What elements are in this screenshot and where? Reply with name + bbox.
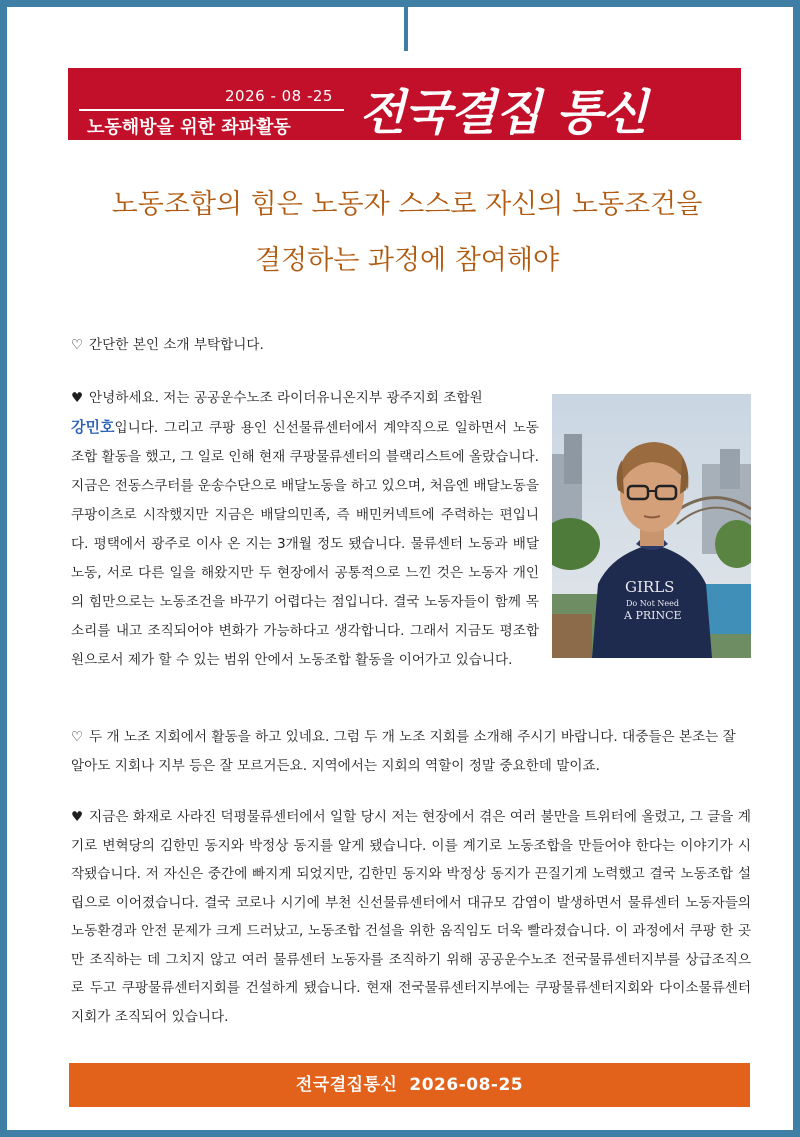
filled-heart-icon: ♥: [71, 809, 84, 825]
question-1-text: 간단한 본인 소개 부탁합니다.: [89, 337, 264, 353]
answer-1-body: 입니다. 그리고 쿠팡 용인 신선물류센터에서 계약직으로 일하면서 노동조합 활동을 했고, 그 일로 인해 현재 쿠팡물류센터의 블랙리스트에 올랐습니다. 지금은 전동스쿠터를 운송수단으로 배달노동을 하고 있으며, 처음엔 배달노동을 쿠팡이츠로 시작했지만 지금은 배달의민족, 즉 배민커넥트에 주력하는 편입니다. 평택에서 광주로 이사 온 지는 3개월 정도 됐습니다. 물류센터 노동과 배달노동, 서로 다른 일을 해왔지만 두 현장에서 공통적으로 느낀 것은 노동자 개인의 힘만으로는 노동조건을 바꾸기 어렵다는 점입니다. 결국 노동자들이 함께 목소리를 내고 조직되어야 변화가 가능하다고 생각합니다. 그래서 지금도 평조합원으로서 제가 할 수 있는 범위 안에서 노동조합 활동을 이어가고 있습니다.: [71, 420, 539, 668]
footer-publication-name: 전국결집통신: [295, 1075, 398, 1095]
question-2-text: 두 개 노조 지회에서 활동을 하고 있네요. 그럼 두 개 노조 지회를 소개해 주시기 바랍니다. 대중들은 본조는 잘 알아도 지회나 지부 등은 잘 모르거든요. 지역에서는 지회의 역할이 정말 중요한데 말이죠.: [71, 729, 736, 774]
masthead-subtitle: 노동해방을 위한 좌파활동: [87, 117, 291, 138]
answer-1-intro: 안녕하세요. 저는 공공운수노조 라이더유니온지부 광주지회 조합원: [89, 390, 483, 406]
question-2: [71, 723, 751, 781]
answer-2-text: 지금은 화재로 사라진 덕평물류센터에서 일할 당시 저는 현장에서 겪은 여러 불만을 트위터에 올렸고, 그 글을 계기로 변혁당의 김한민 동지와 박정상 동지를 알게 됐습니다. 이를 계기로 노동조합을 만들어야 한다는 이야기가 시작됐습니다. 저 자신은 중간에 빠지게 되었지만, 김한민 동지와 박정상 동지가 끈질기게 노력했고 결국 노동조합 설립으로 이어졌습니다. 결국 코로나 시기에 부천 신선물류센터에서 대규모 감염이 발생하면서 물류센터 노동자들의 노동환경과 안전 문제가 크게 드러났고, 노동조합 건설을 위한 움직임도 더욱 빨라졌습니다. 이 과정에서 쿠팡 한 곳만 조직하는 데 그치지 않고 여러 물류센터 노동자를 조직하기 위해 공공운수노조 전국물류센터지부를 상급조직으로 두고 쿠팡물류센터지회를 건설하게 됐습니다. 현재 전국물류센터지부에는 쿠팡물류센터지회와 다이소물류센터지회가 조직되어 있습니다.: [71, 809, 751, 1025]
shirt-text-1: GIRLS: [625, 578, 675, 596]
shirt-text-2: Do Not Need: [626, 599, 679, 608]
outline-heart-icon: ♡: [71, 729, 84, 745]
top-divider-tick: [404, 7, 408, 51]
masthead-title: 전국결집 통신: [359, 85, 647, 141]
footer-date: 2026-08-25: [409, 1075, 524, 1095]
shirt-text-3: A PRINCE: [624, 609, 682, 622]
issue-date: 2026 - 08 -25: [225, 87, 333, 105]
headline-line-1: 노동조합의 힘은 노동자 스스로 자신의 노동조건을: [111, 189, 703, 220]
interviewee-name: 강민호: [71, 418, 115, 436]
filled-heart-icon: ♥: [71, 390, 84, 406]
interviewee-photo: [552, 394, 751, 658]
portrait-illustration: [552, 394, 751, 658]
masthead-rule: [79, 109, 344, 111]
outline-heart-icon: ♡: [71, 337, 84, 353]
footer-bar: [69, 1063, 750, 1107]
answer-1: [71, 355, 539, 675]
answer-2: [71, 803, 751, 1031]
article-headline: [47, 177, 767, 289]
headline-line-2: 결정하는 과정에 참여해야: [254, 245, 560, 276]
